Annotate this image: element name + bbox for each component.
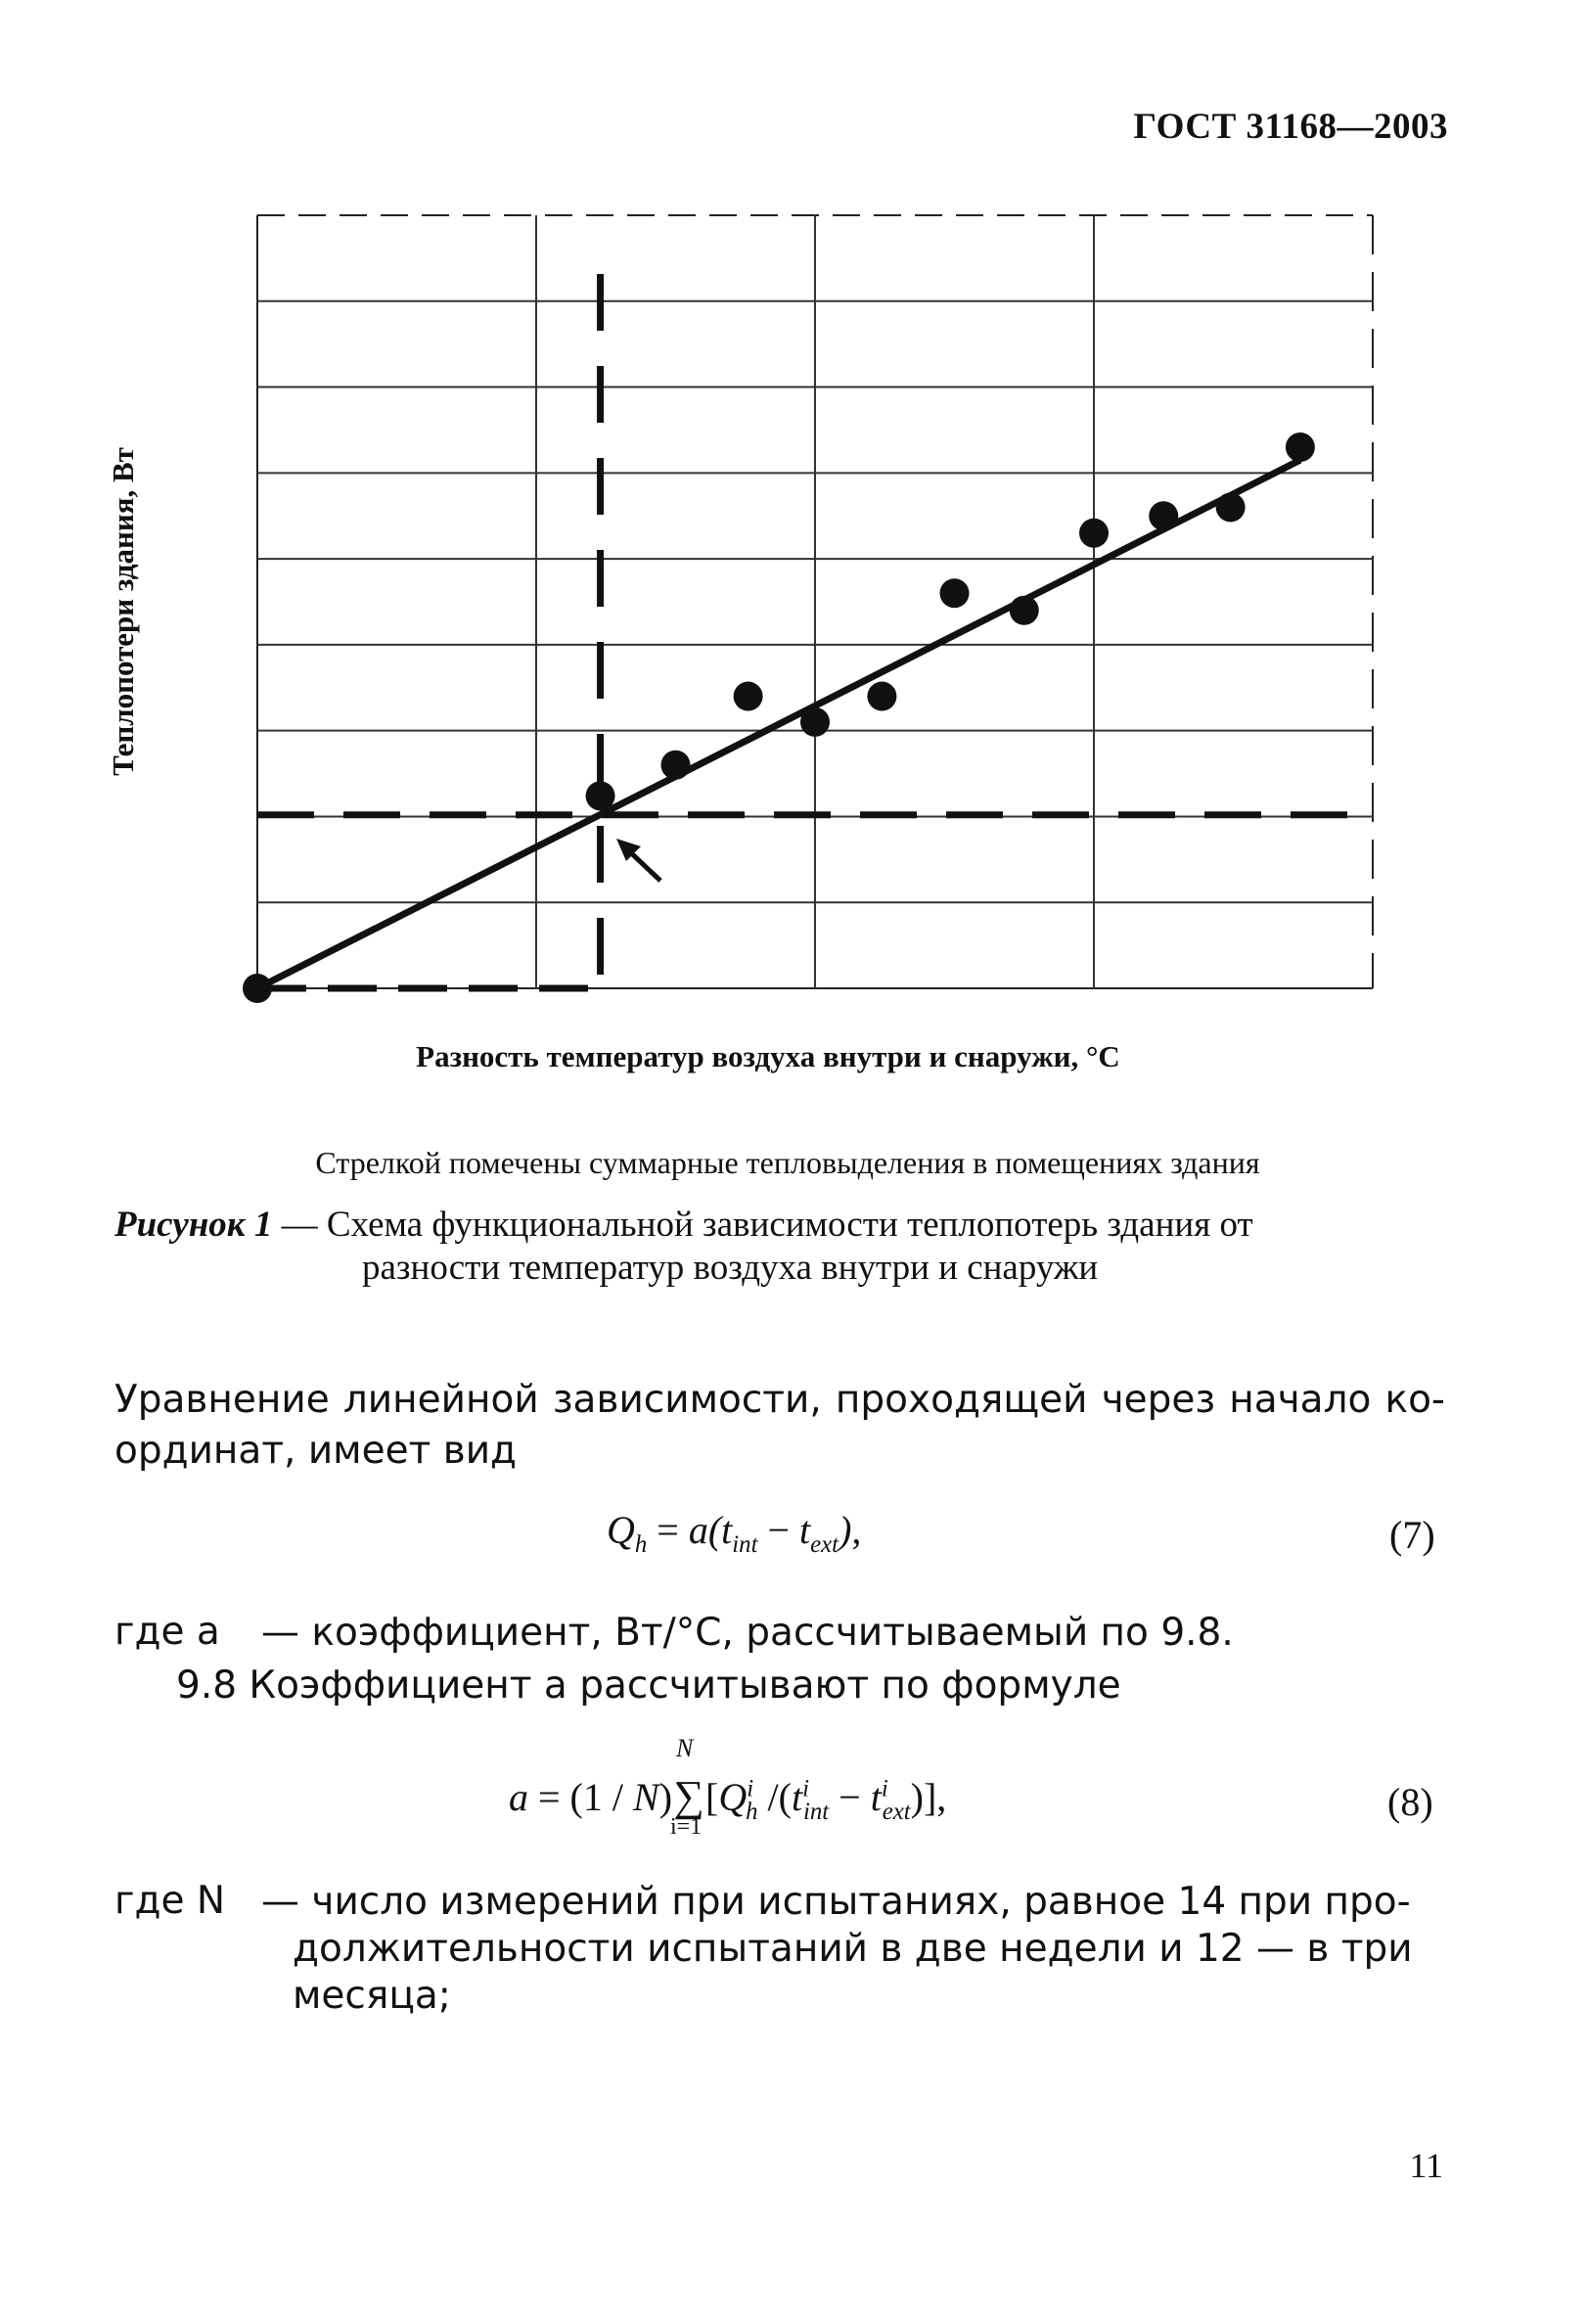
caption-text: — Схема функциональной зависимости теплопотерь здания от — [272, 1205, 1253, 1245]
figure-chart — [0, 0, 1587, 1037]
data-point — [586, 781, 615, 810]
section-9-8: 9.8 Коэффициент a рассчитывают по формуле — [176, 1663, 1121, 1708]
arrow-icon — [616, 839, 660, 881]
definition-line: — число измерений при испытаниях, равное 14 при про- — [261, 1880, 1411, 1924]
definition-value: — коэффициент, Вт/°С, рассчитываемый по 9.8. — [261, 1611, 1234, 1655]
definition-line: должительности испытаний в две недели и 12 — в три — [293, 1927, 1413, 1971]
data-point — [800, 707, 830, 737]
x-axis-label: Разность температур воздуха внутри и снаружи, °С — [416, 1039, 1120, 1073]
chart-fit-line — [257, 460, 1300, 988]
paragraph-line: Уравнение линейной зависимости, проходящей через начало ко- — [114, 1378, 1445, 1422]
y-axis-label: Теплопотери здания, Вт — [106, 447, 140, 776]
data-point — [867, 682, 896, 711]
definition-value — [261, 1879, 1445, 2020]
equation-7-number: (7) — [1389, 1513, 1435, 1557]
equation-7: $Q_h = a(t_{int} - t_{ext})$, — [607, 1508, 862, 1558]
equation-8-number: (8) — [1387, 1780, 1433, 1824]
document-header: ГОСТ 31168—2003 — [1133, 107, 1448, 147]
definition-n — [114, 1879, 1445, 2020]
figure-note: Стрелкой помечены суммарные тепловыделения в помещениях здания — [315, 1145, 1260, 1180]
definition-line: месяца; — [293, 1974, 451, 2018]
paragraph-line: ординат, имеет вид — [114, 1429, 518, 1473]
regression-line — [257, 460, 1300, 988]
data-point — [1286, 433, 1315, 462]
origin-point — [243, 974, 272, 1003]
definition-key: где a — [114, 1610, 220, 1654]
data-point — [1149, 501, 1178, 530]
data-point — [1010, 596, 1039, 625]
data-point — [1079, 519, 1109, 548]
caption-text-line2: разности температур воздуха внутри и снаружи — [362, 1248, 1099, 1288]
definition-a — [114, 1610, 1445, 1657]
page-number: 11 — [1409, 2146, 1443, 2185]
chart-grid — [257, 215, 1373, 988]
data-point — [661, 751, 691, 780]
data-point — [734, 682, 763, 711]
definition-key: где N — [114, 1879, 226, 1923]
paragraph-equation-intro — [114, 1375, 1445, 1477]
caption-lead: Рисунок 1 — [114, 1205, 273, 1245]
figure-caption — [114, 1204, 1445, 1290]
equation-8: a = (1 / N)∑ N i=1 [$Q^i_h$ $/(t^i_{int} - t^i_{ext})$], — [509, 1734, 947, 1840]
data-point — [940, 578, 970, 608]
data-point — [1216, 492, 1246, 522]
